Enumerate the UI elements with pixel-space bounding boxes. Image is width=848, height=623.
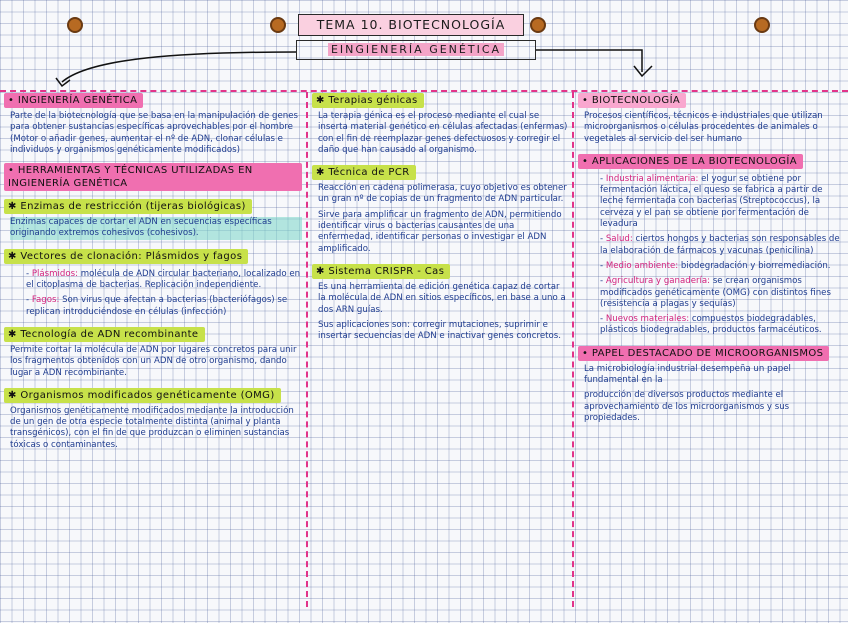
section-title-ingenieria: • INGIENERÍA GENÉTICA bbox=[4, 93, 143, 108]
page-title: TEMA 10. BIOTECNOLOGÍA bbox=[298, 14, 524, 36]
plasmids-text: molécula de ADN circular bacteriano, localizado en el citoplasma de bacterias. Replicación independiente. bbox=[26, 268, 301, 291]
micro-text-1: La microbiología industrial desempeña un papel fundamental en la bbox=[584, 363, 791, 386]
divider-left bbox=[306, 92, 308, 607]
pcr-text-2: Sirve para amplificar un fragmento de ADN, permitiendo identificar virus o bacterias causantes de una enfermedad, identificar personas o investigar el ADN amplificado. bbox=[318, 209, 562, 254]
heading-enzimas: ✱ Enzimas de restricción (tijeras biológicas) bbox=[4, 199, 252, 214]
micro-text-2: producción de diversos productos mediante el aprovechamiento de los microorganismos y sus propiedades. bbox=[584, 390, 790, 423]
divider-right bbox=[572, 92, 574, 607]
app-health-text: ciertos hongos y bacterias son responsables de la elaboración de fármacos y vacunas (penicilina) bbox=[600, 234, 840, 256]
app-agri-text: se crean organismos modificados genéticamente (OMG) con distintos fines (resistencia a plagas y sequías) bbox=[600, 276, 831, 309]
app-food-label: Industria alimentaria: bbox=[605, 173, 699, 184]
heading-terapias: ✱ Terapias génicas bbox=[312, 93, 424, 108]
intro-text: Parte de la biotecnología que se basa en la manipulación de genes para obtener sustancias específicas aprovechables por el hombre (Motor o añadir genes, aumentar el nº de ADN, clonar células e individuos y organismos genéticamente modificados) bbox=[10, 111, 298, 155]
heading-pcr: ✱ Técnica de PCR bbox=[312, 165, 416, 180]
plasmids-item: - Plásmidos: molécula de ADN circular bacteriano, localizado en el citoplasma de bacterias. Replicación independiente. bbox=[26, 268, 301, 291]
app-food-text: el yogur se obtiene por fermentación láctica, el queso se fabrica a partir de leche fermentada con bacterias (Streptococcus), la cerveza y el pan se obtiene por fermentación de levadura bbox=[600, 173, 823, 230]
app-health-label: Salud: bbox=[605, 234, 633, 245]
bio-text: Procesos científicos, técnicos e industriales que utilizan microorganismos o células procedentes de animales o vegetales al servicio del ser humano bbox=[584, 111, 823, 144]
crispr-text-1: Es una herramienta de edición genética capaz de cortar la molécula de ADN en sitios específicos, en base a uno a dos ARN guías. bbox=[318, 281, 566, 315]
left-column bbox=[4, 88, 302, 455]
middle-column bbox=[312, 88, 568, 346]
app-environment: - Medio ambiente: biodegradación y biorremediación. bbox=[600, 260, 831, 271]
recomb-text: Permite cortar la molécula de ADN por lugares concretos para unir los fragmentos obtenidos con un ADN de otro organismo, dando lugar a ADN recombinante. bbox=[10, 344, 297, 378]
right-column bbox=[578, 88, 842, 428]
heading-omg: ✱ Organismos modificados genéticamente (OMG) bbox=[4, 388, 281, 403]
enzymes-text: Enzimas capaces de cortar el ADN en secuencias específicas originando extremos cohesivos (cohesivos). bbox=[10, 217, 302, 240]
heading-vectores: ✱ Vectores de clonación: Plásmidos y fagos bbox=[4, 249, 248, 264]
phages-label: Fagos: bbox=[31, 295, 60, 306]
app-health: - Salud: ciertos hongos y bacterias son responsables de la elaboración de fármacos y vacunas (penicilina) bbox=[600, 234, 840, 256]
subtitle-text: EINGIENERÍA GENÉTICA bbox=[328, 43, 504, 56]
ogm-text: Organismos genéticamente modificados mediante la introducción de un gen de otra especie totalmente distinta (animal y planta transgénicos), con el fin de que produzcan o eliminen sustancias tóxicas o contaminantes. bbox=[10, 405, 294, 450]
phages-item: - Fagos: Son virus que afectan a bacterias (bacteriófagos) se replican introduciéndose en células (infección) bbox=[26, 295, 288, 317]
crispr-text-2: Sus aplicaciones son: corregir mutaciones, suprimir e insertar secuencias de ADN e inactivar genes concretos. bbox=[318, 319, 561, 342]
app-materials-label: Nuevos materiales: bbox=[605, 314, 690, 325]
heading-crispr: ✱ Sistema CRISPR - Cas bbox=[312, 264, 450, 279]
phages-text: Son virus que afectan a bacterias (bacteriófagos) se replican introduciéndose en células (infección) bbox=[26, 295, 288, 317]
plasmids-label: Plásmidos: bbox=[31, 268, 79, 279]
app-materials: - Nuevos materiales: compuestos biodegradables, plásticos biodegradables, productos farmacéuticos. bbox=[600, 314, 822, 336]
app-env-text: biodegradación y biorremediación. bbox=[680, 260, 831, 271]
therapy-text: La terapia génica es el proceso mediante el cual se inserta material genético en células afectadas (enfermas) con el fin de reemplazar genes defectuosos y corregir el daño que han causado al organismo. bbox=[318, 111, 568, 155]
app-agri-label: Agricultura y ganadería: bbox=[605, 276, 711, 287]
heading-recombinante: ✱ Tecnología de ADN recombinante bbox=[4, 327, 205, 342]
app-food: - Industria alimentaria: el yogur se obtiene por fermentación láctica, el queso se fabrica a partir de leche fermentada con bacterias (Streptococcus), la cerveza y el pan se obtiene por fermentación de levadura bbox=[600, 173, 823, 230]
section-title-herramientas: • HERRAMIENTAS Y TÉCNICAS UTILIZADAS EN INGIENERÍA GENÉTICA bbox=[4, 163, 302, 191]
app-agriculture: - Agricultura y ganadería: se crean organismos modificados genéticamente (OMG) con distintos fines (resistencia a plagas y sequías) bbox=[600, 276, 831, 309]
section-title-microorganismos: • PAPEL DESTACADO DE MICROORGANISMOS bbox=[578, 346, 829, 361]
section-title-aplicaciones: • APLICACIONES DE LA BIOTECNOLOGÍA bbox=[578, 154, 803, 169]
arrow-left-icon bbox=[0, 0, 848, 100]
app-env-label: Medio ambiente: bbox=[605, 260, 679, 271]
pcr-text-1: Reacción en cadena polimerasa, cuyo objetivo es obtener un gran nº de copias de un fragmento de ADN particular. bbox=[318, 183, 567, 205]
section-title-biotecnologia: • BIOTECNOLOGÍA bbox=[578, 93, 686, 108]
app-materials-text: compuestos biodegradables, plásticos biodegradables, productos farmacéuticos. bbox=[600, 314, 822, 336]
